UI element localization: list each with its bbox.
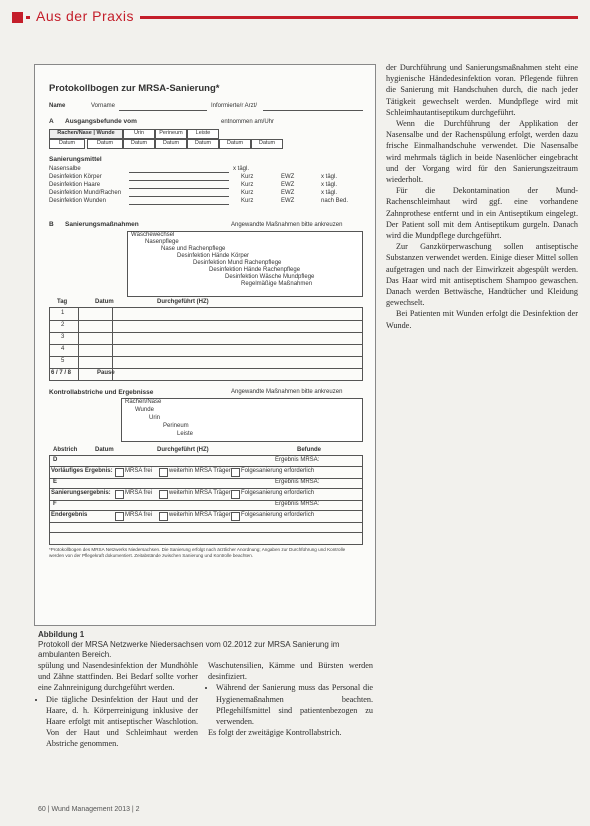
mittel-3-ewz: EWZ <box>281 182 295 188</box>
stair2-4: Perineum <box>163 423 189 429</box>
chk-frei-3[interactable] <box>115 512 124 521</box>
arzt-label: Informierte/r Arzt/ <box>211 103 258 109</box>
mittel-3-unit: x tägl. <box>321 182 338 188</box>
rachen-wunde-header: Rachen/Nase | Wunde <box>49 129 123 139</box>
cell-urin[interactable]: Urin <box>123 129 155 139</box>
mittel-5-field[interactable] <box>129 204 229 205</box>
befunde-header: Befunde <box>297 447 321 453</box>
mittel-1-field[interactable] <box>129 172 229 173</box>
chk-traeger-2[interactable] <box>159 490 168 499</box>
bottom-left-column <box>38 660 198 750</box>
mittel-3-field[interactable] <box>129 188 229 189</box>
rc-para-1: der Durchführung und Sanierungsmaßnahmen steht eine hygienische Händedesinfektion voran. Pflegende führen die Sanierung mit Handschuhen durch, die nach jeder Tätigkeit gewechselt werden. Mundpflege wird mit Schleimhautantiseptikum durchgeführt. <box>386 63 578 117</box>
stair2-1: Rachen/Nase <box>125 399 162 405</box>
section-c-title: Kontrollabstriche und Ergebnisse <box>49 389 154 396</box>
section-a-note: entnommen am/Uhr <box>221 119 275 125</box>
page-footer: 60 | Wund Management 2013 | 2 <box>38 806 140 813</box>
bm-para-1: Waschutensilien, Kämme und Bürsten werden desinfiziert. <box>208 661 373 682</box>
cell-leiste[interactable]: Leiste <box>187 129 219 139</box>
vorlaeufig-1: Vorläufiges Ergebnis: <box>51 468 113 474</box>
cell-date-2[interactable]: Datum <box>87 139 123 149</box>
tag-3: 3 <box>61 334 65 340</box>
abstrich-header: Abstrich <box>53 447 78 453</box>
chk-frei-1[interactable] <box>115 468 124 477</box>
stair-2: Nasenpflege <box>145 239 179 245</box>
tag-header: Tag <box>57 299 68 305</box>
opt-folge-3: Folgesanierung erforderlich <box>241 512 315 518</box>
opt-frei-1: MRSA frei <box>125 468 153 474</box>
stair2-5: Leiste <box>177 431 194 437</box>
bm-para-2: Es folgt der zweitägige Kontrollabstrich. <box>208 728 342 738</box>
result-e: Ergebnis MRSA: <box>275 479 320 485</box>
rc-para-2: Wenn die Durchführung der Applikation der Nasensalbe und der Rachenspülung erfolgt, werden dazu frische Einmalhandschuhe verwendet. Die Nasensalbe wird mehrmals täglich in beide Nasenlöcher eingebracht und der Vorgang wird für den Sanierungszeitraum wiederholt. <box>386 119 578 185</box>
abstrich-f: F <box>53 501 57 507</box>
mittel-4-label: Desinfektion Mund/Rachen <box>49 190 122 196</box>
chk-folge-3[interactable] <box>231 512 240 521</box>
tag-2: 2 <box>61 322 65 328</box>
result-d: Ergebnis MRSA: <box>275 457 320 463</box>
wunde-label: Wunde <box>96 130 115 136</box>
stair-1: Wäschewechsel <box>131 232 175 238</box>
section-b-letter: B <box>49 221 54 228</box>
opt-traeger-3: weiterhin MRSA Träger <box>169 512 231 518</box>
cell-date-7[interactable]: Datum <box>251 139 283 149</box>
section-a-letter: A <box>49 118 54 125</box>
bl-bullet-1: • Die tägliche Desinfektion der Haut und der Haare, d. h. Körperreinigung inklusive der Haare erfolgt mit antiseptischer Waschlotion. Von der Haut und Schleimhaut werden Abstriche genommen. <box>46 694 198 750</box>
section-b-note: Angewandte Maßnahmen bitte ankreuzen <box>231 222 343 228</box>
vorname-label: Vorname <box>91 103 116 109</box>
cell-date-6[interactable]: Datum <box>219 139 251 149</box>
mittel-4-ewz: EWZ <box>281 190 295 196</box>
mittel-1-unit: x tägl. <box>233 166 250 172</box>
mittel-5-label: Desinfektion Wunden <box>49 198 106 204</box>
chk-frei-2[interactable] <box>115 490 124 499</box>
mittel-2-label: Desinfektion Körper <box>49 174 102 180</box>
bl-para-1: spülung und Nasendesinfektion der Mundhöhle und Zähne stattfinden. Bei Bedarf sollte vorher eine Zahnreinigung durchgeführt werden. <box>38 661 198 693</box>
section-c-note: Angewandte Maßnahmen bitte ankreuzen <box>231 389 343 395</box>
mittel-2-unit: x tägl. <box>321 174 338 180</box>
cell-date-3[interactable]: Datum <box>123 139 155 149</box>
opt-folge-1: Folgesanierung erforderlich <box>241 468 315 474</box>
figure-caption <box>38 630 378 660</box>
name-field[interactable] <box>119 110 207 111</box>
bottom-mid-column <box>208 660 373 738</box>
mittel-4-field[interactable] <box>129 196 229 197</box>
chk-folge-1[interactable] <box>231 468 240 477</box>
abstrich-d: D <box>53 457 58 463</box>
stair-3: Nase und Rachenpflege <box>161 246 226 252</box>
arzt-field[interactable] <box>263 110 363 111</box>
mittel-5-kurz: Kurz <box>241 198 254 204</box>
stair-6: Desinfektion Hände Rachenpflege <box>209 267 301 273</box>
rc-para-4: Zur Ganzkörperwaschung sollen antiseptische Substanzen verwendet werden. Einige dieser Mittel sollen aufgetragen und nach der Einwirkzeit abgespült werden. Das Haar wird mit antiseptischem Shampoo gewaschen. Danach werden Bettwäsche, Handtücher und Kleidung gewechselt. <box>386 242 578 308</box>
rc-para-5: Bei Patienten mit Wunden erfolgt die Desinfektion der Wunde. <box>386 309 578 330</box>
section-marker <box>12 12 23 23</box>
chk-folge-2[interactable] <box>231 490 240 499</box>
cell-date-5[interactable]: Datum <box>187 139 219 149</box>
form-footnote: *Protokollbogen des MRSA Netzwerks Niedersachsen. Die Sanierung erfolgt nach ärztlicher Anordnung; Angaben zur Durchführung und Kontrolle werden von der Pflegekraft dokumentiert. Zeitabstände zwischen Sanierung und Kontrolle beachten. <box>49 547 346 558</box>
section-title: Aus der Praxis <box>30 8 140 24</box>
rachen-label: Rachen/Nase <box>57 130 92 136</box>
chk-traeger-1[interactable] <box>159 468 168 477</box>
tag-4: 4 <box>61 346 65 352</box>
endergebnis: Endergebnis <box>51 512 88 518</box>
rc-para-3: Für die Dekontamination der Mund-Rachenschleimhaut wird ggf. eine vorhandene Zahnprothese entfernt und in ein Antiseptikum eingelegt. Der Patient soll mit dem Antiseptikum gurgeln. Danach wird die Mundpflege durchgeführt. <box>386 186 578 241</box>
mittel-2-field[interactable] <box>129 180 229 181</box>
datum2-header: Datum <box>95 447 114 453</box>
tag-1: 1 <box>61 310 65 316</box>
sanierungsergebnis: Sanierungsergebnis: <box>51 490 111 496</box>
stair2-2: Wunde <box>135 407 154 413</box>
section-b-title: Sanierungsmaßnahmen <box>65 221 139 228</box>
bm-bullet-1: • Während der Sanierung muss das Personal die Hygienemaßnahmen beachten. Pflegehilfsmittel sind patientenbezogen zu verwenden. <box>216 682 373 727</box>
opt-traeger-1: weiterhin MRSA Träger <box>169 468 231 474</box>
mittel-3-kurz: Kurz <box>241 182 254 188</box>
pause-label: Pause <box>97 370 115 376</box>
durch2-header: Durchgeführt (HZ) <box>157 447 209 453</box>
right-column <box>386 62 578 331</box>
opt-frei-2: MRSA frei <box>125 490 153 496</box>
section-a-title: Ausgangsbefunde vom <box>65 118 137 125</box>
cell-date-1[interactable]: Datum <box>49 139 85 149</box>
cell-perineum[interactable]: Perineum <box>155 129 187 139</box>
opt-traeger-2: weiterhin MRSA Träger <box>169 490 231 496</box>
durchgefuehrt-header: Durchgeführt (HZ) <box>157 299 209 305</box>
form-title: Protokollbogen zur MRSA-Sanierung* <box>49 83 220 94</box>
caption-body: Protokoll der MRSA Netzwerke Niedersachsen vom 02.2012 zur MRSA Sanierung im ambulanten Bereich. <box>38 640 340 659</box>
tag-5: 5 <box>61 358 65 364</box>
mittel-4-kurz: Kurz <box>241 190 254 196</box>
mittel-5-unit: nach Bed. <box>321 198 349 204</box>
stair-4: Desinfektion Hände Körper <box>177 253 250 259</box>
abstrich-e: E <box>53 479 58 485</box>
stair-5: Desinfektion Mund Rachenpflege <box>193 260 282 266</box>
stair-7: Desinfektion Wäsche Mundpflege <box>225 274 315 280</box>
mittel-4-unit: x tägl. <box>321 190 338 196</box>
result-f: Ergebnis MRSA: <box>275 501 320 507</box>
stair2-3: Urin <box>149 415 161 421</box>
stair-8: Regelmäßige Maßnahmen <box>241 281 313 287</box>
mittel-1-label: Nasensalbe <box>49 166 81 172</box>
tag-6-8: 6 / 7 / 8 <box>51 370 72 376</box>
mittel-5-ewz: EWZ <box>281 198 295 204</box>
caption-head: Abbildung 1 <box>38 630 85 639</box>
opt-frei-3: MRSA frei <box>125 512 153 518</box>
sanierungsmittel-title: Sanierungsmittel <box>49 156 102 163</box>
datum-header: Datum <box>95 299 114 305</box>
opt-folge-2: Folgesanierung erforderlich <box>241 490 315 496</box>
cell-date-4[interactable]: Datum <box>155 139 187 149</box>
mittel-3-label: Desinfektion Haare <box>49 182 101 188</box>
mittel-2-ewz: EWZ <box>281 174 295 180</box>
mittel-2-kurz: Kurz <box>241 174 254 180</box>
name-label: Name <box>49 103 66 109</box>
protocol-form-figure <box>34 64 376 626</box>
chk-traeger-3[interactable] <box>159 512 168 521</box>
